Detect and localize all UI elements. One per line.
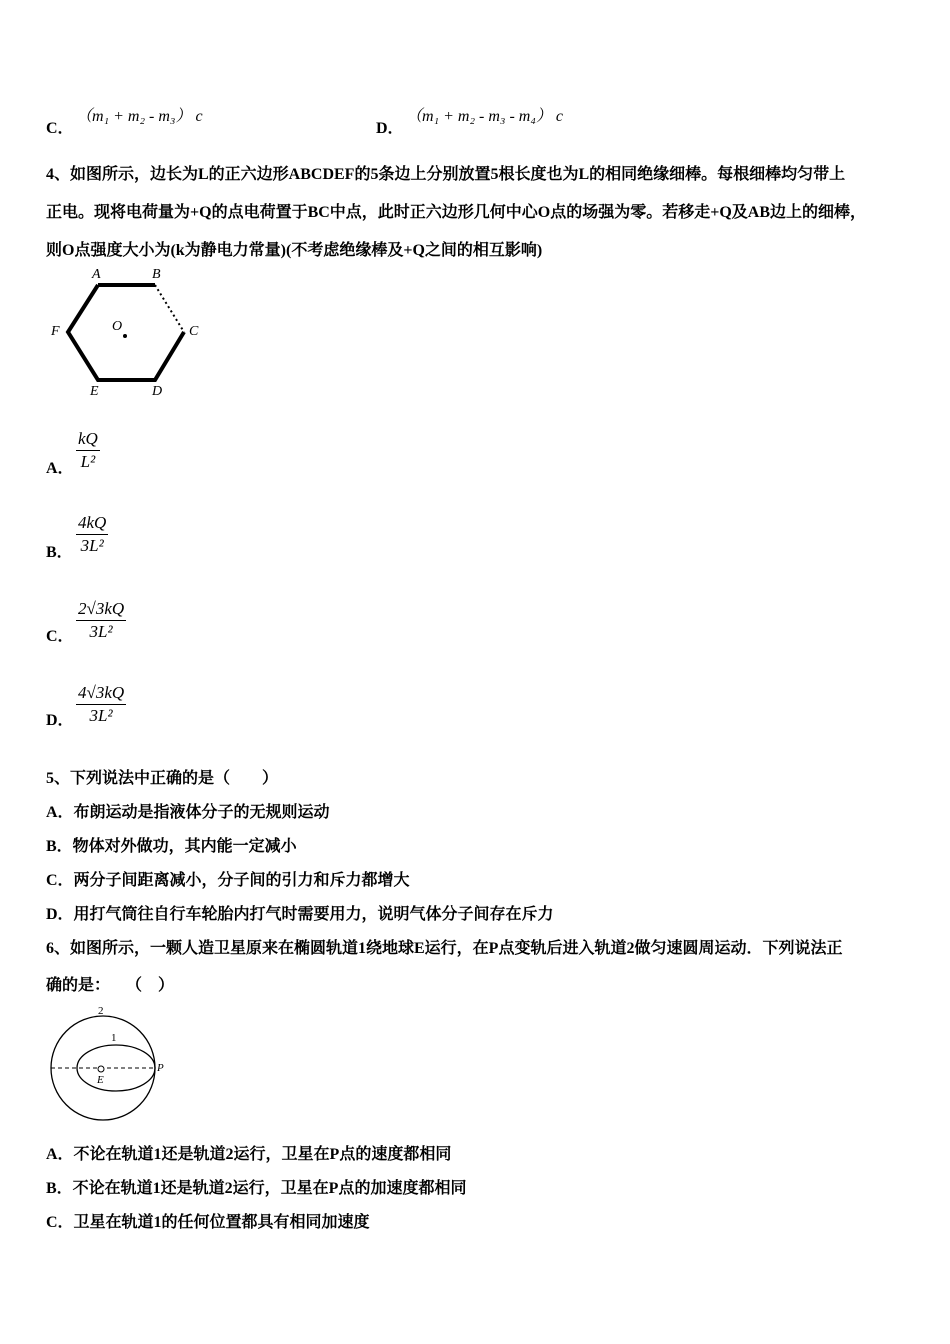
q5-option-c: C．两分子间距离减小，分子间的引力和斥力都增大 [46, 872, 410, 889]
q4-option-b-label: B． [46, 544, 73, 561]
q4-option-c-fraction: $\frac{2√3kQ}{\text{3L²}}$ [78, 599, 125, 641]
orbit-1-label: 1 [111, 1032, 117, 1044]
vertex-label-f: F [51, 324, 60, 339]
q5-option-b: B．物体对外做功，其内能一定减小 [46, 838, 297, 855]
q6-stem-line1: 6、如图所示，一颗人造卫星原来在椭圆轨道1绕地球E运行，在P点变轨后进入轨道2做匀速圆周运动．下列说法正 [46, 940, 843, 957]
q6-option-a: A．不论在轨道1还是轨道2运行，卫星在P点的速度都相同 [46, 1146, 452, 1163]
orbit-figure [51, 1016, 155, 1120]
q4-stem-line2: 正电。现将电荷量为+Q的点电荷置于BC中点，此时正六边形几何中心O点的场强为零。若移走+Q及AB边上的细棒， [46, 204, 867, 221]
q4-option-d-label: D． [46, 712, 74, 729]
q5-stem: 5、下列说法中正确的是（ ） [46, 770, 279, 787]
vertex-label-c: C [189, 324, 199, 339]
vertex-label-b: B [152, 267, 161, 282]
q4-option-a-label: A． [46, 460, 74, 477]
earth-label: E [97, 1074, 104, 1086]
q6-stem-line2: 确的是： （ ） [46, 977, 175, 994]
q3-option-c-expr: （m₁ + m₂ - m₃） c [76, 108, 203, 125]
q4-stem-line1: 4、如图所示，边长为L的正六边形ABCDEF的5条边上分别放置5根长度也为L的相同绝缘细棒。每根细棒均匀带上 [46, 166, 846, 183]
q5-option-a: A．布朗运动是指液体分子的无规则运动 [46, 804, 330, 821]
q4-option-c-label: C． [46, 628, 74, 645]
q6-option-b: B．不论在轨道1还是轨道2运行，卫星在P点的加速度都相同 [46, 1180, 467, 1197]
q4-option-a-fraction: $\frac{kQ}{\text{L²}}$ [78, 429, 98, 471]
q4-stem-line3: 则O点强度大小为(k为静电力常量)(不考虑绝缘棒及+Q之间的相互影响) [46, 242, 543, 259]
q3-option-c-label: C． [46, 120, 74, 137]
hexagon-figure [68, 285, 184, 380]
q5-option-d: D．用打气筒往自行车轮胎内打气时需要用力，说明气体分子间存在斥力 [46, 906, 554, 923]
vertex-label-d: D [152, 384, 163, 399]
orbit-2-label: 2 [98, 1005, 104, 1017]
vertex-label-e: E [90, 384, 99, 399]
q4-option-b-fraction: $\frac{4kQ}{\text{3L²}}$ [78, 513, 107, 555]
point-p-label: P [157, 1062, 164, 1074]
q4-option-d-fraction: $\frac{4√3kQ}{\text{3L²}}$ [78, 683, 125, 725]
q3-option-d-expr: （m₁ + m₂ - m₃ - m₄） c [406, 108, 564, 125]
q3-option-d-label: D． [376, 120, 404, 137]
center-label-o: O [112, 319, 123, 334]
q6-option-c: C．卫星在轨道1的任何位置都具有相同加速度 [46, 1214, 370, 1231]
vertex-label-a: A [92, 267, 101, 282]
